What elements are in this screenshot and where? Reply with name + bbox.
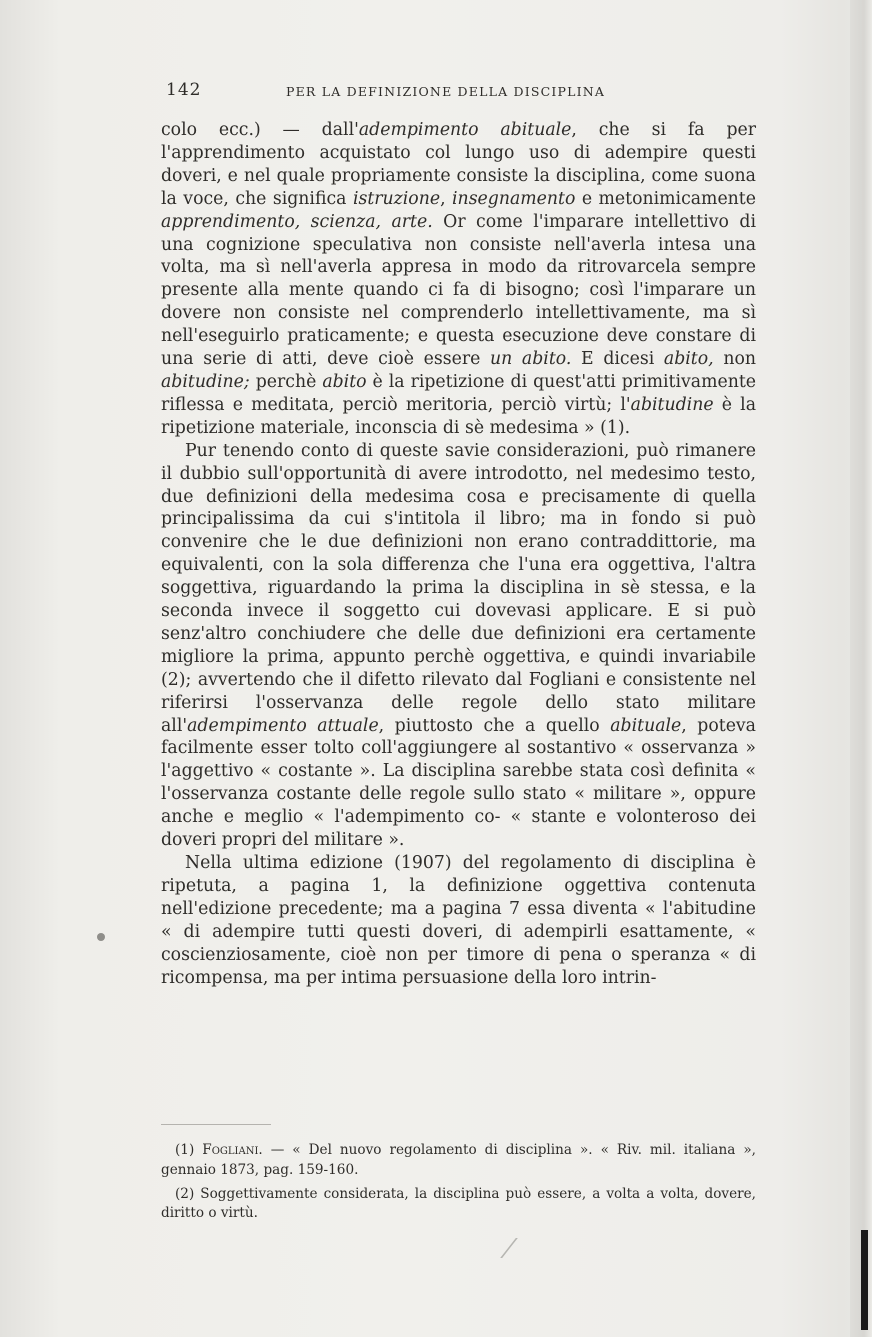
running-head: PER LA DEFINIZIONE DELLA DISCIPLINA xyxy=(286,84,606,99)
text-run: è la ripetizione materiale, inconscia di sè medesima » (1). xyxy=(161,394,756,438)
italic-run: abito, xyxy=(663,349,714,370)
italic-run: abitudine; xyxy=(161,371,250,392)
italic-run: abituale xyxy=(610,715,682,736)
text-run: colo ecc.) — dall' xyxy=(161,120,359,140)
footnote-author: Fogliani. xyxy=(202,1142,263,1158)
paragraph-3 xyxy=(161,852,756,989)
text-run: e metonimicamente xyxy=(575,188,756,209)
paragraph-2 xyxy=(161,440,756,852)
page-header xyxy=(156,80,756,106)
footnote-marker: (1) xyxy=(175,1142,203,1158)
text-run: perchè xyxy=(249,371,323,392)
text-run: non xyxy=(713,349,756,370)
italic-run: abito xyxy=(322,371,367,392)
italic-run: istruzione xyxy=(352,188,441,209)
text-run: Nella ultima edizione (1907) del regolamento di disciplina è ripetuta, a pagina 1, la definizione oggettiva contenuta nell'edizione precedente; ma a pagina 7 essa diventa « l'abitudine « di adempire tutti questi doveri, di adempirli esattamente, « coscienziosamente, cioè non per timore di pena o speranza « di ricompensa, ma per intima persuasione della loro intrin- xyxy=(161,853,756,988)
footnote-rule xyxy=(161,1124,271,1125)
text-run: , piuttosto che a quello xyxy=(378,715,611,736)
text-run: , poteva facilmente esser tolto coll'aggiungere al sostantivo « osservanza » l'aggettivo « costante ». La disciplina sarebbe stata così definita « l'osservanza costante delle regole sullo stato « militare », oppure anche e meglio « l'adempimento co- « stante e volonteroso dei doveri propri del militare ». xyxy=(161,715,756,851)
footnotes xyxy=(161,1141,756,1228)
page-edge-mark xyxy=(861,1230,868,1330)
text-run: Pur tenendo conto di queste savie considerazioni, può rimanere il dubbio sull'opportunità di avere introdotto, nel medesimo testo, due definizioni della medesima cosa e precisamente di quella principalissima da cui s'intitola il libro; ma in fondo si può convenire che le due definizioni non erano contraddittorie, ma equivalenti, con la sola differenza che l'una era oggettiva, l'altra soggettiva, riguardando la prima la disciplina in sè stessa, e la seconda invece il soggetto cui dovevasi applicare. E si può senz'altro conchiudere che delle due definizioni era certamente migliore la prima, appunto perchè oggettiva, e quindi invariabile (2); avvertendo che il difetto rilevato dal Fogliani e consistente nel riferirsi l'osservanza delle regole dello stato militare all' xyxy=(161,440,756,736)
footnote-text: — « Del nuovo regolamento di disciplina ». « Riv. mil. italiana », gennaio 1873, pag. 159-160. xyxy=(161,1142,756,1178)
text-run: E dicesi xyxy=(571,349,664,370)
text-run: è la ripetizione di quest'atti primitivamente riflessa e meditata, perciò meritoria, perciò virtù; l' xyxy=(161,371,756,415)
text-run: , che si fa per l'apprendimento acquistato col lungo uso di adempire questi doveri, e nel quale propriamente consiste la disciplina, come suona la voce, che significa xyxy=(161,120,756,209)
italic-run: adempimento attuale xyxy=(187,715,379,736)
page-edge-shadow xyxy=(850,0,872,1337)
footnote-text: (2) Soggettivamente considerata, la disciplina può essere, a volta a volta, dovere, diritto o virtù. xyxy=(161,1185,756,1222)
italic-run: insegnamento xyxy=(452,188,576,209)
body-text xyxy=(161,119,756,989)
italic-run: abitudine xyxy=(630,394,714,415)
paragraph-1 xyxy=(161,119,756,440)
italic-run: apprendimento, scienza, arte. xyxy=(161,211,433,232)
footnote-2 xyxy=(161,1185,756,1225)
italic-run: adempimento abituale xyxy=(358,120,572,140)
text-run: , xyxy=(440,188,453,209)
italic-run: un abito. xyxy=(490,349,572,370)
margin-bullet xyxy=(97,933,105,941)
page-number: 142 xyxy=(166,80,202,100)
footnote-1 xyxy=(161,1141,756,1181)
text-run: Or come l'imparare intellettivo di una cognizione speculativa non consiste nell'averla intesa una volta, ma sì nell'averla appresa in modo da ritrovarcela sempre presente alla mente quando ci fa di bisogno; così l'imparare un dovere non consiste nel comprenderlo intellettivamente, ma sì nell'eseguirlo praticamente; e questa esecuzione deve constare di una serie di atti, deve cioè essere xyxy=(161,211,756,370)
paper-speck xyxy=(500,1238,534,1258)
